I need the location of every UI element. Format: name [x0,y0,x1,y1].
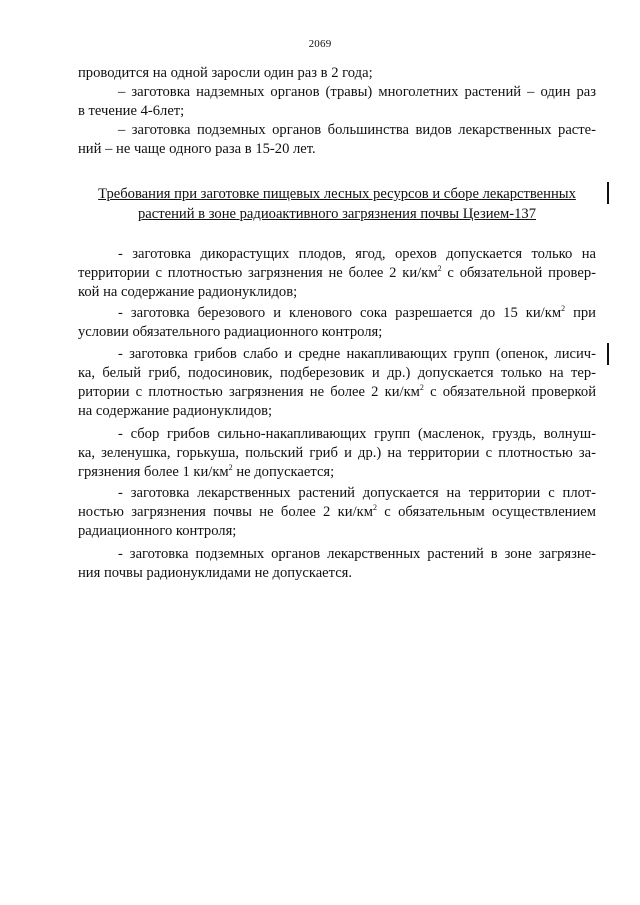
superscript: 2 [372,503,377,513]
text-fragment: - заготовка березового и кленового сока разрешается до 15 ки/км [118,305,562,321]
text-fragment: территории с плотностью загрязнения не более 2 ки/км [78,265,438,281]
text-fragment: с обязательной провер- [441,265,596,281]
text-fragment: ритории с плотностью загрязнения не более 2 ки/км [78,384,420,400]
text-line [78,264,596,283]
text-fragment: с обязательной проверкой [423,384,597,400]
text-line: - сбор грибов сильно-накапливающих групп (масленок, груздь, волнуш- [118,426,596,442]
superscript: 2 [561,304,566,314]
text-line: - заготовка грибов слабо и средне накапливающих групп (опенок, лисич- [118,346,596,362]
text-line [78,503,596,522]
text-line: - заготовка дикорастущих плодов, ягод, орехов допускается только на [118,246,596,262]
text-line: проводится на одной заросли один раз в 2 года; [78,65,373,81]
section-heading: Требования при заготовке пищевых лесных ресурсов и сборе лекарственных [98,186,576,202]
text-fragment: грязнения более 1 ки/км [78,464,229,480]
page-number: 2069 [308,38,332,50]
text-line: – заготовка надземных органов (травы) многолетних растений – один раз [118,84,596,100]
text-line: ка, белый гриб, подосиновик, подберезовик и др.) допускается только на тер- [78,365,596,381]
superscript: 2 [419,383,424,393]
text-fragment: ностью загрязнения почвы не более 2 ки/км [78,504,373,520]
text-line: кой на содержание радионуклидов; [78,284,298,300]
text-line: ний – не чаще одного раза в 15-20 лет. [78,141,316,157]
margin-bar [607,343,609,365]
text-line: - заготовка подземных органов лекарственных растений в зоне загрязне- [118,546,596,562]
superscript: 2 [437,264,442,274]
text-line: ка, зеленушка, горькуша, польский гриб и др.) на территории с плотностью за- [78,445,596,461]
text-fragment: не допускается; [232,464,335,480]
text-fragment: при [565,305,596,321]
text-line: радиационного контроля; [78,523,237,539]
text-fragment: с обязательным осуществлением [376,504,596,520]
margin-bar [607,182,609,204]
text-line: ния почвы радионуклидами не допускается. [78,565,353,581]
section-heading: растений в зоне радиоактивного загрязнения почвы Цезием-137 [138,206,536,222]
text-line [78,463,596,482]
text-line: на содержание радионуклидов; [78,403,273,419]
text-line: - заготовка лекарственных растений допускается на территории с плот- [118,485,596,501]
text-line: – заготовка подземных органов большинства видов лекарственных расте- [118,122,596,138]
text-line: условии обязательного радиационного контроля; [78,324,383,340]
text-line: в течение 4-6лет; [78,103,185,119]
text-line [118,304,596,323]
text-line [78,383,596,402]
superscript: 2 [228,463,233,473]
